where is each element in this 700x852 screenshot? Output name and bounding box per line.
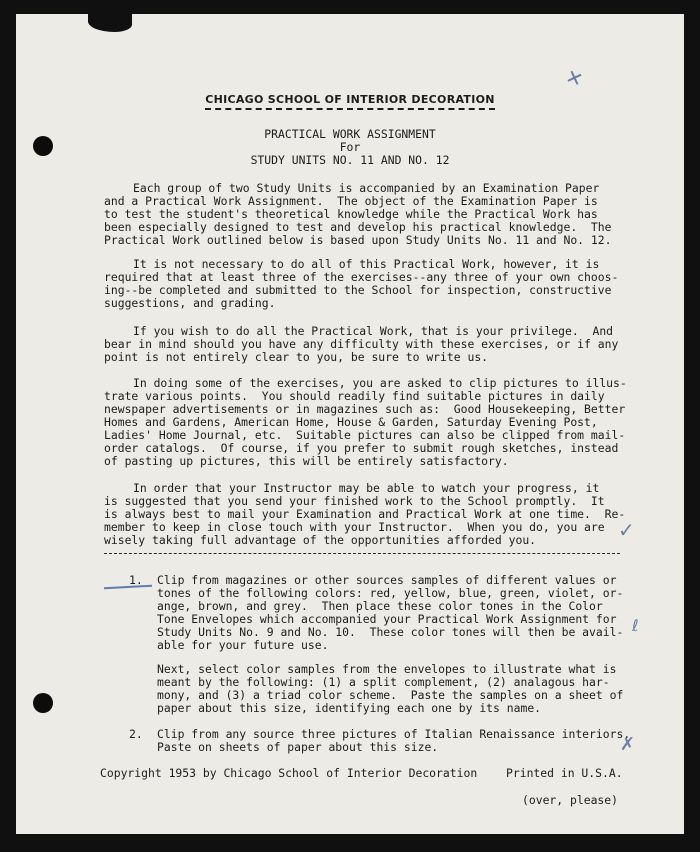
item-1-line: tones of the following colors: red, yellow, blue, green, violet, or- [157, 586, 624, 600]
copyright-line: Copyright 1953 by Chicago School of Interior Decoration [100, 766, 478, 780]
item-1-line: Clip from magazines or other sources samples of different values or [157, 573, 617, 587]
dashed-divider [104, 553, 620, 554]
p4-line: of pasting up pictures, this will be entirely satisfactory. [104, 454, 509, 468]
p2-line: required that at least three of the exercises--any three of your own choos- [104, 270, 619, 284]
item-1-line: Tone Envelopes which accompanied your Practical Work Assignment for [157, 612, 617, 626]
p1-line: and a Practical Work Assignment. The object of the Examination Paper is [104, 194, 598, 208]
p1-line: Practical Work outlined below is based upon Study Units No. 11 and No. 12. [104, 233, 612, 247]
p4-line: Homes and Gardens, American Home, House & Garden, Saturday Evening Post, [104, 415, 598, 429]
p1-line: to test the student's theoretical knowledge while the Practical Work has [104, 207, 598, 221]
printed-in-line: Printed in U.S.A. [506, 766, 623, 780]
p5-line: In order that your Instructor may be able to watch your progress, it [133, 481, 600, 495]
pen-scribble-mark-icon: ℓ [632, 616, 639, 635]
over-please-line: (over, please) [522, 793, 619, 807]
p1-line: been especially designed to test and develop his practical knowledge. The [104, 220, 612, 234]
item-1b-line: Next, select color samples from the envelopes to illustrate what is [157, 662, 617, 676]
p4-line: order catalogs. Of course, if you prefer to submit rough sketches, instead [104, 441, 619, 455]
item-1b-line: meant by the following: (1) a split complement, (2) analagous har- [157, 675, 610, 689]
p3-line: point is not entirely clear to you, be sure to write us. [104, 350, 489, 364]
pen-tick-mark-icon: ✓ [618, 518, 635, 542]
title-line-3: STUDY UNITS NO. 11 AND NO. 12 [250, 153, 450, 167]
school-header-text: CHICAGO SCHOOL OF INTERIOR DECORATION [205, 93, 495, 110]
punch-hole-bottom [33, 693, 53, 713]
p4-line: In doing some of the exercises, you are asked to clip pictures to illus- [133, 376, 627, 390]
item-1b-line: paper about this size, identifying each one by its name. [157, 701, 542, 715]
p3-line: bear in mind should you have any difficulty with these exercises, or if any [104, 337, 619, 351]
p1-line: Each group of two Study Units is accompanied by an Examination Paper [133, 181, 600, 195]
item-2-number: 2. [129, 727, 143, 741]
title-line-1: PRACTICAL WORK ASSIGNMENT [264, 127, 436, 141]
p2-line: ing--be completed and submitted to the School for inspection, constructive [104, 283, 612, 297]
p5-line: is always best to mail your Examination and Practical Work at one time. Re- [104, 507, 626, 521]
item-1b-line: mony, and (3) a triad color scheme. Paste the samples on a sheet of [157, 688, 624, 702]
p2-line: It is not necessary to do all of this Practical Work, however, it is [133, 257, 600, 271]
p5-line: wisely taking full advantage of the opportunities afforded you. [104, 533, 537, 547]
item-1-number: 1. [129, 573, 143, 587]
title-line-2: For [339, 140, 361, 154]
item-1-line: Study Units No. 9 and No. 10. These color tones will then be avail- [157, 625, 624, 639]
p3-line: If you wish to do all the Practical Work, that is your privilege. And [133, 324, 614, 338]
p5-line: member to keep in close touch with your Instructor. When you do, you are [104, 520, 605, 534]
p5-line: is suggested that you send your finished work to the School promptly. It [104, 494, 605, 508]
p4-line: Ladies' Home Journal, etc. Suitable pictures can also be clipped from mail- [104, 428, 626, 442]
p4-line: trate various points. You should readily find suitable pictures in daily [104, 389, 605, 403]
pen-x-mark-icon: ✗ [620, 734, 636, 755]
item-1-line: ange, brown, and grey. Then place these color tones in the Color [157, 599, 603, 613]
item-2-line: Paste on sheets of paper about this size. [157, 740, 439, 754]
item-1-line: able for your future use. [157, 638, 329, 652]
p2-line: suggestions, and grading. [104, 296, 276, 310]
item-2-line: Clip from any source three pictures of Italian Renaissance interiors. [157, 727, 631, 741]
p4-line: newspaper advertisements or in magazines such as: Good Housekeeping, Better [104, 402, 626, 416]
pen-check-mark-icon: ✕ [562, 63, 587, 93]
school-header [16, 93, 684, 106]
